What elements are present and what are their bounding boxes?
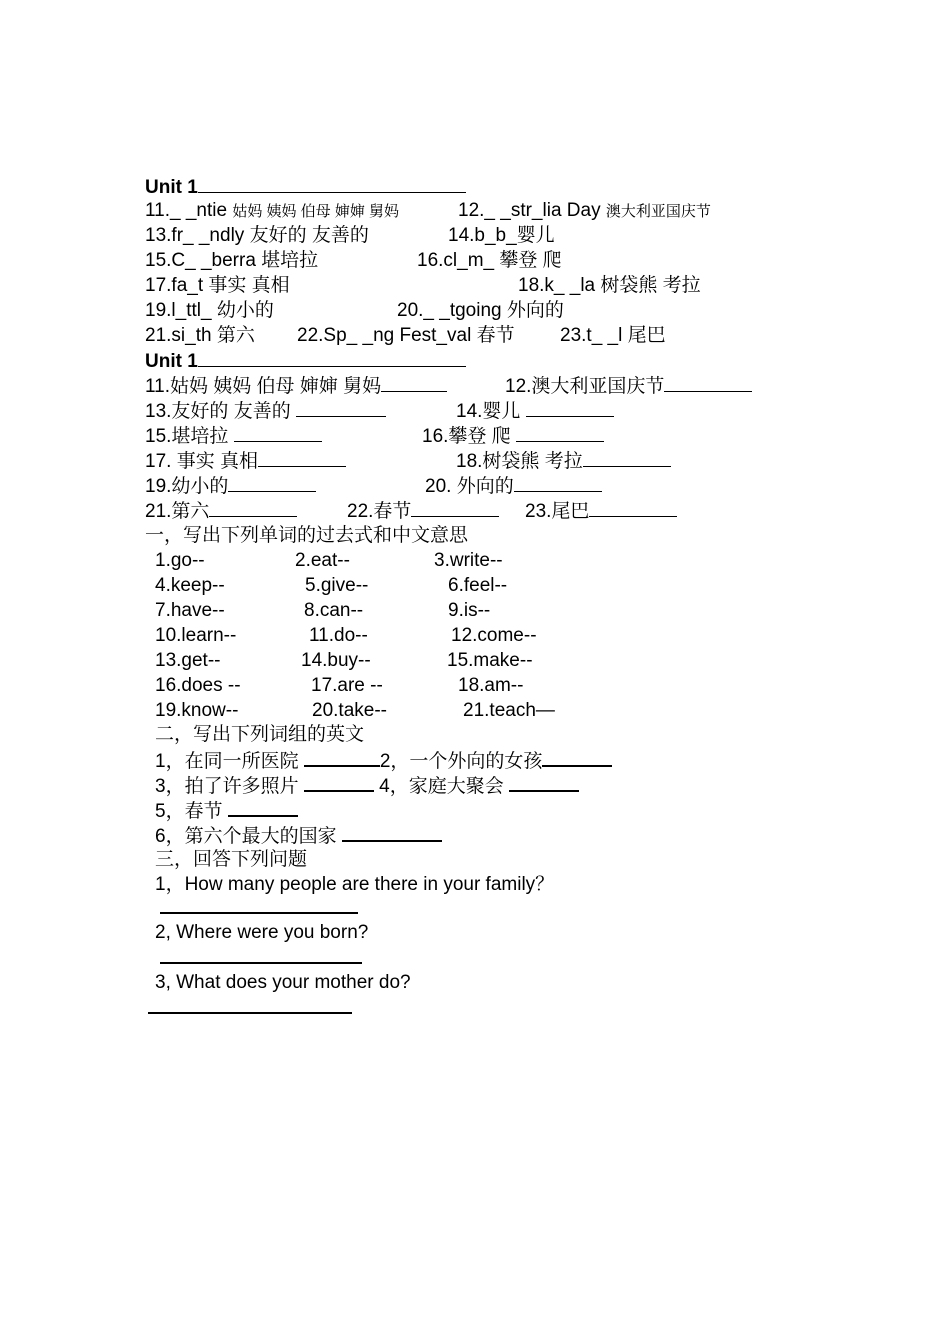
unit-heading-b: Unit 1 — [145, 348, 466, 374]
part3-title: 三，回答下列问题 — [155, 849, 308, 870]
worksheet-page: Unit 1 11._ _ntie 姑妈 姨妈 伯母 婶婶 舅妈 12._ _str_lia Day 澳大利亚国庆节 13.fr_ _ndly 友好的 友善的 14.b_b_婴儿 15.C_ _berra 堪培拉 16.cl_m_ 攀登 爬 17.fa_t 事实 真相 18.k_ _la 树袋熊 考拉 19.l_ttl_ 幼小的 20._ _tgoing 外向的 21.si_th 第六 22.Sp_ _ng Fest_val 春节 23.t_ _l 尾巴 Unit 1 11.姑妈 姨妈 伯母 婶婶 舅妈 12.澳大利亚国庆节 13.友好的 友善的 14.婴儿 15.堪培拉 16.攀登 爬 17. 事实 真相 18.树袋熊 考拉 19.幼小的 20. 外向的 21.第六 22.春节 23.尾巴 一，写出下列单词的过去式和中文意思 1.go-- 2.eat-- 3.write-- 4.keep-- 5.give-- 6.feel-- 7.have-- 8.can-- 9.is-- 10.learn-- 11.do-- 12.come-- 13.get-- 14.buy-- 15.make-- 16.does -- 17.are -- 18.am-- 19.know-- 20.take-- 21.teach— 二，写出下列词组的英文 1，在同一所医院 2，一个外向的女孩 3，拍了许多照片 4，家庭大聚会 5，春节 6，第六个最大的国家 三，回答下列问题 1，How many people are there in your family？ 2, Where were you born? 3, What does your mother do? — [0, 0, 950, 1344]
phrase-row-2: 3，拍了许多照片 4，家庭大聚会 — [155, 772, 579, 799]
answer-line-3[interactable] — [148, 1012, 352, 1014]
question-3: 3, What does your mother do? — [155, 972, 411, 993]
answer-line-2[interactable] — [160, 962, 362, 964]
phrase-row-1: 1，在同一所医院 2，一个外向的女孩 — [155, 747, 612, 774]
question-1: 1，How many people are there in your family？ — [155, 874, 555, 895]
phrase-row-4: 6，第六个最大的国家 — [155, 822, 442, 849]
unit-heading-a: Unit 1 — [145, 174, 466, 200]
blank-line — [198, 174, 466, 193]
phrase-row-3: 5，春节 — [155, 797, 298, 824]
part1-title: 一，写出下列单词的过去式和中文意思 — [145, 525, 469, 546]
blank-line — [198, 348, 466, 367]
part2-title: 二，写出下列词组的英文 — [155, 724, 365, 745]
question-2: 2, Where were you born? — [155, 922, 369, 943]
answer-line-1[interactable] — [160, 912, 358, 914]
